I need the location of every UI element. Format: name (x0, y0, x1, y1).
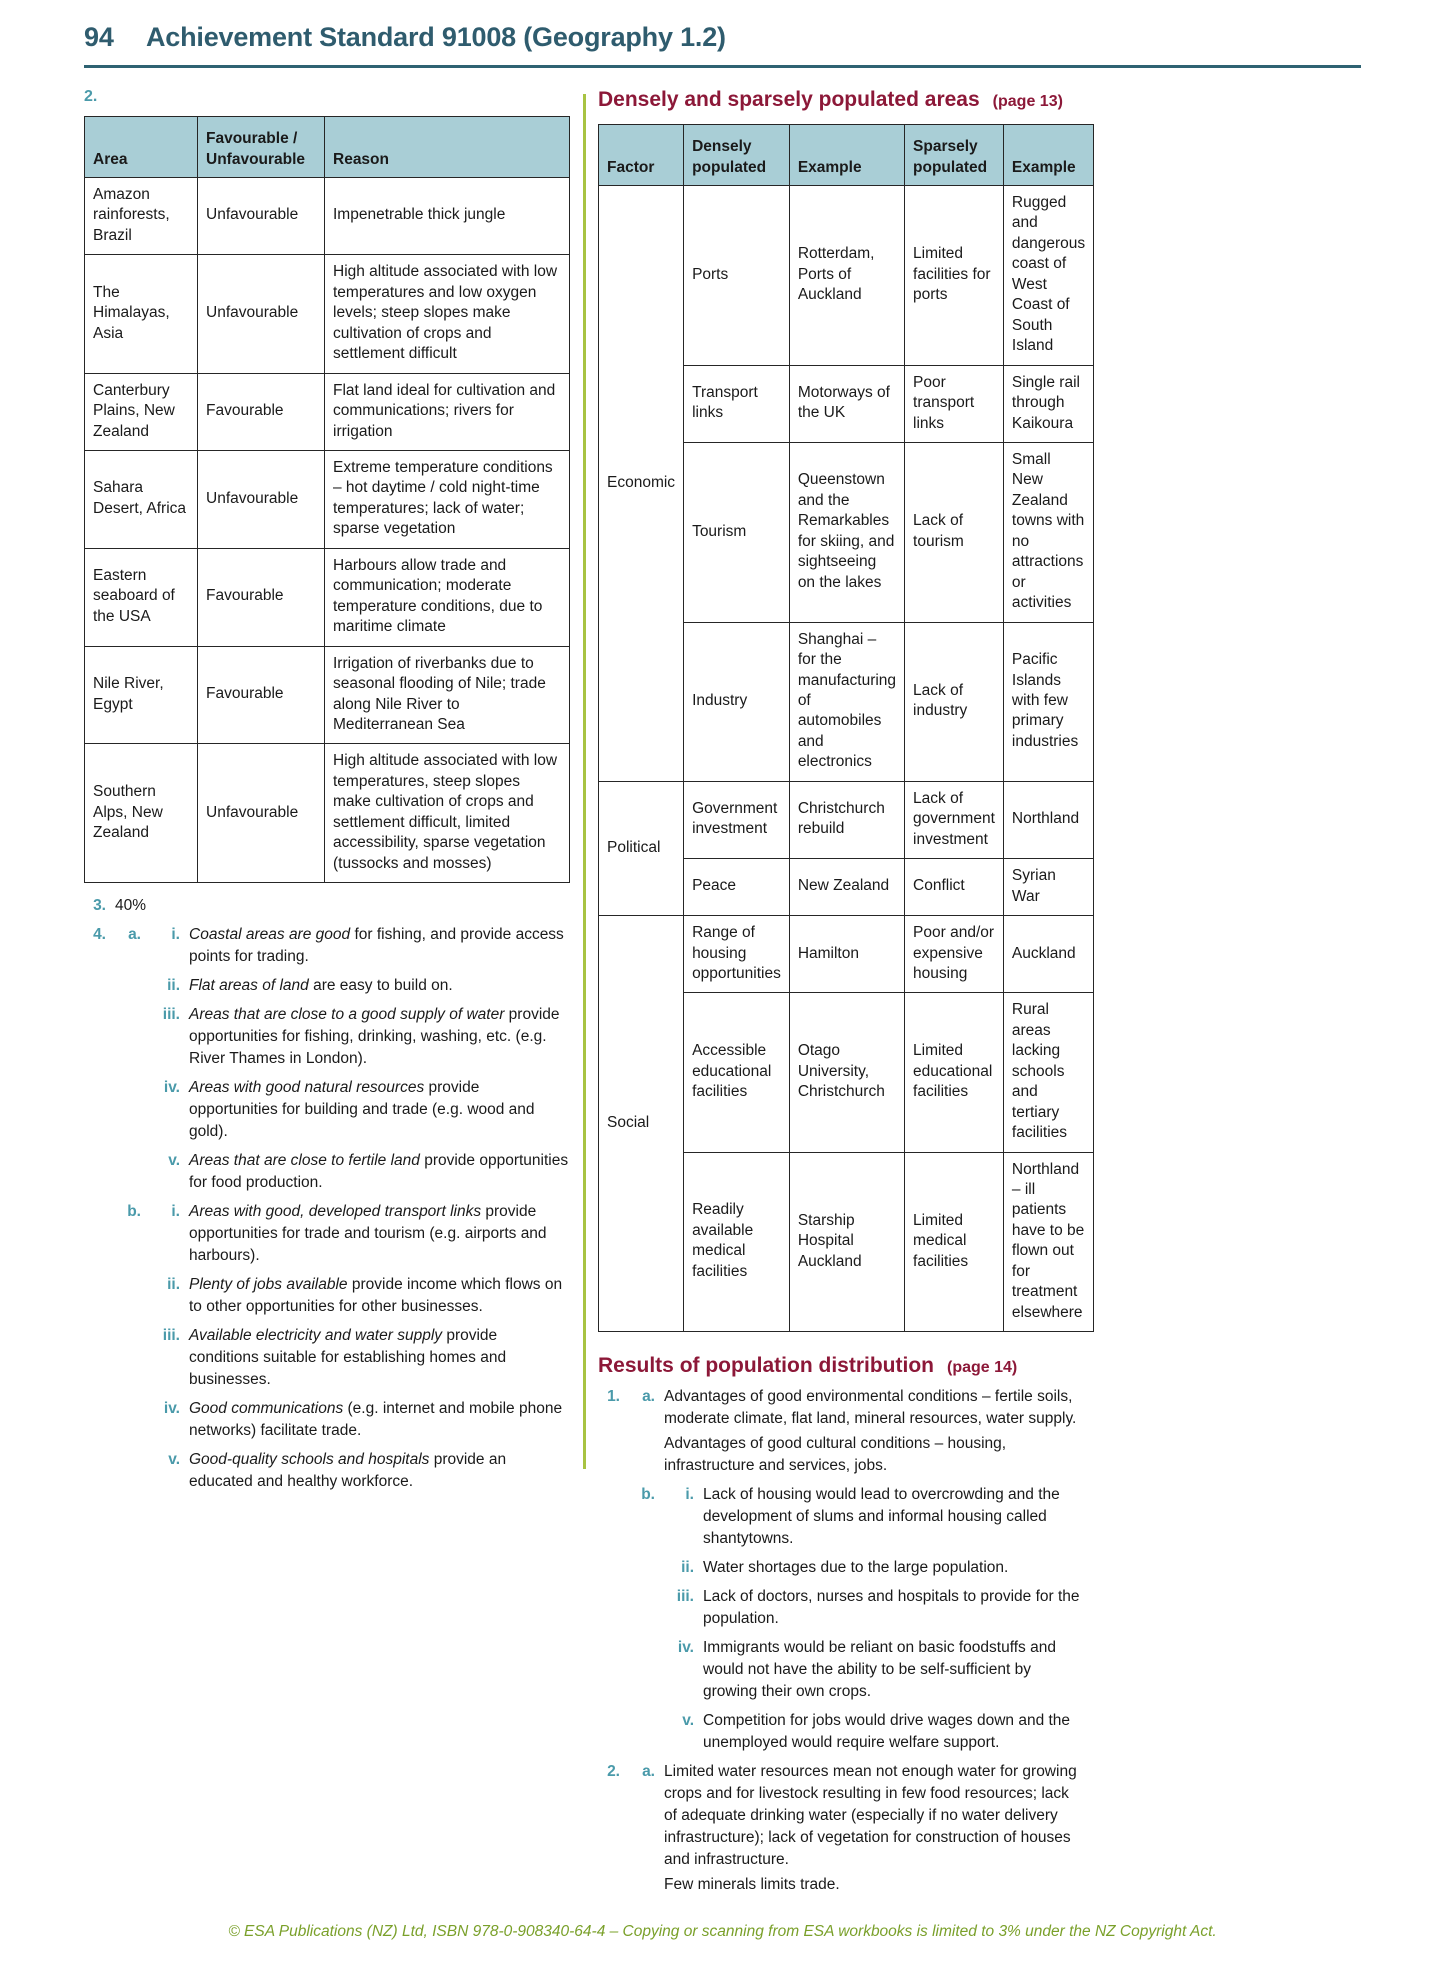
cell-densely: Transport links (684, 365, 790, 442)
answer-emphasis: Good-quality schools and hospitals (189, 1451, 430, 1469)
cell-reason: High altitude associated with low temperatures, steep slopes make cultivation of crops and settlement difficult, limited accessibility, sparse vegetation (tussocks and mosses) (325, 744, 570, 883)
cell-area: Sahara Desert, Africa (85, 450, 198, 548)
cell-sparsely: Conflict (905, 859, 1004, 916)
answer-text: Areas with good, developed transport links provide opportunities for trade and tourism (e.g. airports and harbours). (189, 1203, 547, 1265)
answer-item-1b-i: b. i. Lack of housing would lead to overcrowding and the development of slums and informal housing called shantytowns. (598, 1484, 1084, 1550)
answer-text: Water shortages due to the large population. (703, 1559, 1009, 1577)
cell-factor-social: Social (599, 916, 684, 1332)
cell-dense-example: Christchurch rebuild (789, 781, 904, 858)
answer-text: Areas that are close to fertile land provide opportunities for food production. (189, 1152, 569, 1192)
cell-area: Southern Alps, New Zealand (85, 744, 198, 883)
answer-text: Areas with good natural resources provide opportunities for building and trade (e.g. wood and gold). (189, 1079, 535, 1141)
col-header-area: Area (85, 117, 198, 178)
answer-item-4b-i: b. i. Areas with good, developed transport links provide opportunities for trade and tourism (e.g. airports and harbours). (84, 1201, 570, 1267)
page-title: Achievement Standard 91008 (Geography 1.2) (146, 22, 726, 52)
cell-sparsely: Lack of government investment (905, 781, 1004, 858)
cell-sparsely: Poor and/or expensive housing (905, 916, 1004, 993)
answer-item-2a: 2. a. Limited water resources mean not enough water for growing crops and for livestock resulting in few food resources; lack of adequate drinking water (especially if no water delivery infrastructure); lack of vegetation for construction of houses and infrastructure. (598, 1761, 1084, 1871)
column-gap (570, 88, 598, 1896)
left-column (84, 88, 570, 1896)
right-column (598, 88, 1084, 1896)
answer-emphasis: Flat areas of land (189, 977, 309, 995)
cell-dense-example: Shanghai – for the manufacturing of automobiles and electronics (789, 622, 904, 781)
section-heading-results (598, 1354, 1084, 1378)
cell-densely: Industry (684, 622, 790, 781)
answer-text: Few minerals limits trade. (664, 1876, 840, 1894)
answer-text: Flat areas of land are easy to build on. (189, 977, 453, 995)
answer-item-4b-v: v. Good-quality schools and hospitals provide an educated and healthy workforce. (84, 1449, 570, 1493)
cell-sparse-example: Rugged and dangerous coast of West Coast of South Island (1003, 186, 1093, 366)
table-row (599, 186, 1094, 366)
cell-sparsely: Lack of tourism (905, 442, 1004, 622)
left-answers-list (84, 895, 570, 1493)
answer-text: Good-quality schools and hospitals provide an educated and healthy workforce. (189, 1451, 507, 1491)
answer-text: Lack of housing would lead to overcrowding and the development of slums and informal housing called shantytowns. (703, 1486, 1060, 1548)
cell-densely: Tourism (684, 442, 790, 622)
cell-sparse-example: Auckland (1003, 916, 1093, 993)
answer-text: Areas that are close to a good supply of water provide opportunities for fishing, drinking, washing, etc. (e.g. River Thames in London). (189, 1006, 560, 1068)
right-answers-list (598, 1386, 1084, 1896)
table-header-row (599, 125, 1094, 186)
cell-sparse-example: Single rail through Kaikoura (1003, 365, 1093, 442)
answer-text: Competition for jobs would drive wages down and the unemployed would require welfare support. (703, 1712, 1071, 1752)
answer-emphasis: Available electricity and water supply (189, 1327, 443, 1345)
table-row (85, 450, 570, 548)
answer-text: Advantages of good environmental conditions – fertile soils, moderate climate, flat land, mineral resources, water supply. (664, 1388, 1077, 1428)
cell-dense-example: Otago University, Christchurch (789, 993, 904, 1152)
table-body (599, 186, 1094, 1332)
cell-sparsely: Limited facilities for ports (905, 186, 1004, 366)
page-number: 94 (84, 22, 114, 52)
densely-sparsely-table (598, 124, 1094, 1332)
answer-item-4b-iii: iii. Available electricity and water supply provide conditions suitable for establishing homes and businesses. (84, 1325, 570, 1391)
col-header-densely-populated: Densely populated (684, 125, 790, 186)
page-header (84, 0, 1361, 53)
answer-emphasis: Areas that are close to fertile land (189, 1152, 420, 1170)
table-row (599, 781, 1094, 858)
cell-dense-example: New Zealand (789, 859, 904, 916)
answer-emphasis: Plenty of jobs available (189, 1276, 348, 1294)
section-heading-densely-sparsely (598, 88, 1084, 112)
answer-item-1b-ii: ii. Water shortages due to the large population. (598, 1557, 1084, 1579)
table-row (85, 646, 570, 744)
section-heading-text: Densely and sparsely populated areas (598, 88, 980, 111)
answer-item-4a-i: 4. a. i. Coastal areas are good for fishing, and provide access points for trading. (84, 924, 570, 968)
answer-item-4a-ii: ii. Flat areas of land are easy to build on. (84, 975, 570, 997)
cell-rating: Favourable (198, 373, 325, 450)
answer-text: Immigrants would be reliant on basic foodstuffs and would not have the ability to be self-sufficient by growing their own crops. (703, 1639, 1056, 1701)
col-header-sparse-example: Example (1003, 125, 1093, 186)
answer-item-2a-cont (598, 1874, 1084, 1896)
answer-3-text: 40% (115, 897, 147, 915)
cell-sparse-example: Northland – ill patients have to be flown out for treatment elsewhere (1003, 1152, 1093, 1332)
table-row (85, 255, 570, 373)
cell-dense-example: Starship Hospital Auckland (789, 1152, 904, 1332)
answer-emphasis: Areas that are close to a good supply of water (189, 1006, 505, 1024)
cell-area: Nile River, Egypt (85, 646, 198, 744)
question-2-label: 2. (84, 88, 98, 105)
cell-sparse-example: Northland (1003, 781, 1093, 858)
answer-text: Coastal areas are good for fishing, and provide access points for trading. (189, 926, 564, 966)
cell-dense-example: Hamilton (789, 916, 904, 993)
header-divider-rule (84, 65, 1361, 68)
answer-item-3: 3. 40% (84, 895, 570, 917)
answer-emphasis: Coastal areas are good (189, 926, 351, 944)
answer-item-1a: 1. a. Advantages of good environmental conditions – fertile soils, moderate climate, flat land, mineral resources, water supply. (598, 1386, 1084, 1430)
answer-emphasis: Areas with good natural resources (189, 1079, 425, 1097)
cell-area: Canterbury Plains, New Zealand (85, 373, 198, 450)
cell-rating: Favourable (198, 646, 325, 744)
answer-item-4b-iv: iv. Good communications (e.g. internet and mobile phone networks) facilitate trade. (84, 1398, 570, 1442)
table-row (85, 178, 570, 255)
cell-densely: Government investment (684, 781, 790, 858)
table-body (85, 178, 570, 883)
cell-densely: Peace (684, 859, 790, 916)
section-page-ref: (page 14) (946, 1359, 1018, 1377)
cell-rating: Unfavourable (198, 744, 325, 883)
section-page-ref: (page 13) (992, 93, 1063, 110)
cell-densely: Ports (684, 186, 790, 366)
cell-area: Eastern seaboard of the USA (85, 548, 198, 646)
section-heading-text: Results of population distribution (598, 1354, 934, 1378)
cell-rating: Favourable (198, 548, 325, 646)
col-header-reason: Reason (325, 117, 570, 178)
table-row (85, 548, 570, 646)
cell-reason: Irrigation of riverbanks due to seasonal flooding of Nile; trade along Nile River to Mediterranean Sea (325, 646, 570, 744)
answer-item-4a-v: v. Areas that are close to fertile land provide opportunities for food production. (84, 1150, 570, 1194)
answer-item-4a-iv: iv. Areas with good natural resources provide opportunities for building and trade (e.g. wood and gold). (84, 1077, 570, 1143)
cell-sparse-example: Rural areas lacking schools and tertiary facilities (1003, 993, 1093, 1152)
col-header-favourability: Favourable / Unfavourable (198, 117, 325, 178)
answer-item-4a-iii: iii. Areas that are close to a good supply of water provide opportunities for fishing, drinking, washing, etc. (e.g. River Thames in London). (84, 1004, 570, 1070)
cell-factor-economic: Economic (599, 186, 684, 782)
answer-emphasis: Areas with good, developed transport links (189, 1203, 482, 1221)
answer-item-1b-iv: iv. Immigrants would be reliant on basic foodstuffs and would not have the ability to be self-sufficient by growing their own crops. (598, 1637, 1084, 1703)
cell-dense-example: Queenstown and the Remarkables for skiing, and sightseeing on the lakes (789, 442, 904, 622)
cell-dense-example: Rotterdam, Ports of Auckland (789, 186, 904, 366)
two-column-body (84, 88, 1361, 1896)
cell-densely: Readily available medical facilities (684, 1152, 790, 1332)
answer-text: Good communications (e.g. internet and mobile phone networks) facilitate trade. (189, 1400, 563, 1440)
cell-sparsely: Poor transport links (905, 365, 1004, 442)
cell-densely: Accessible educational facilities (684, 993, 790, 1152)
cell-sparse-example: Pacific Islands with few primary industries (1003, 622, 1093, 781)
cell-area: The Himalayas, Asia (85, 255, 198, 373)
answer-text: Available electricity and water supply provide conditions suitable for establishing homes and businesses. (189, 1327, 507, 1389)
answer-text: Limited water resources mean not enough water for growing crops and for livestock resulting in few food resources; lack of adequate drinking water (especially if no water delivery infrastructure); lack of vegetation for construction of houses and infrastructure. (664, 1763, 1077, 1869)
cell-densely: Range of housing opportunities (684, 916, 790, 993)
cell-rating: Unfavourable (198, 450, 325, 548)
cell-sparse-example: Small New Zealand towns with no attractions or activities (1003, 442, 1093, 622)
cell-sparsely: Limited medical facilities (905, 1152, 1004, 1332)
col-header-sparsely-populated: Sparsely populated (905, 125, 1004, 186)
cell-reason: Flat land ideal for cultivation and communications; rivers for irrigation (325, 373, 570, 450)
column-divider-line (583, 94, 586, 1469)
table-row (85, 373, 570, 450)
area-favourability-table (84, 116, 570, 883)
answer-emphasis: Good communications (189, 1400, 344, 1418)
cell-sparse-example: Syrian War (1003, 859, 1093, 916)
cell-sparsely: Limited educational facilities (905, 993, 1004, 1152)
cell-reason: Harbours allow trade and communication; moderate temperature conditions, due to maritime climate (325, 548, 570, 646)
cell-sparsely: Lack of industry (905, 622, 1004, 781)
cell-reason: Extreme temperature conditions – hot daytime / cold night-time temperatures; lack of water; sparse vegetation (325, 450, 570, 548)
footer-copyright: © ESA Publications (NZ) Ltd, ISBN 978-0-908340-64-4 – Copying or scanning from ESA workbooks is limited to 3% under the NZ Copyright Act. (228, 1923, 1217, 1940)
answer-item-1b-v: v. Competition for jobs would drive wages down and the unemployed would require welfare support. (598, 1710, 1084, 1754)
answer-text: Plenty of jobs available provide income which flows on to other opportunities for other businesses. (189, 1276, 563, 1316)
table-head (85, 117, 570, 178)
table-head (599, 125, 1094, 186)
answer-item-1b-iii: iii. Lack of doctors, nurses and hospitals to provide for the population. (598, 1586, 1084, 1630)
cell-reason: Impenetrable thick jungle (325, 178, 570, 255)
col-header-factor: Factor (599, 125, 684, 186)
cell-reason: High altitude associated with low temperatures and low oxygen levels; steep slopes make cultivation of crops and settlement difficult (325, 255, 570, 373)
cell-dense-example: Motorways of the UK (789, 365, 904, 442)
cell-area: Amazon rainforests, Brazil (85, 178, 198, 255)
table-header-row (85, 117, 570, 178)
table-row (599, 916, 1094, 993)
answer-text: Advantages of good cultural conditions – housing, infrastructure and services, jobs. (664, 1435, 1007, 1475)
cell-rating: Unfavourable (198, 178, 325, 255)
answer-text: Lack of doctors, nurses and hospitals to provide for the population. (703, 1588, 1080, 1628)
answer-item-4b-ii: ii. Plenty of jobs available provide income which flows on to other opportunities for other businesses. (84, 1274, 570, 1318)
cell-rating: Unfavourable (198, 255, 325, 373)
answer-item-1a-cont (598, 1433, 1084, 1477)
col-header-dense-example: Example (789, 125, 904, 186)
table-row (85, 744, 570, 883)
cell-factor-political: Political (599, 781, 684, 915)
